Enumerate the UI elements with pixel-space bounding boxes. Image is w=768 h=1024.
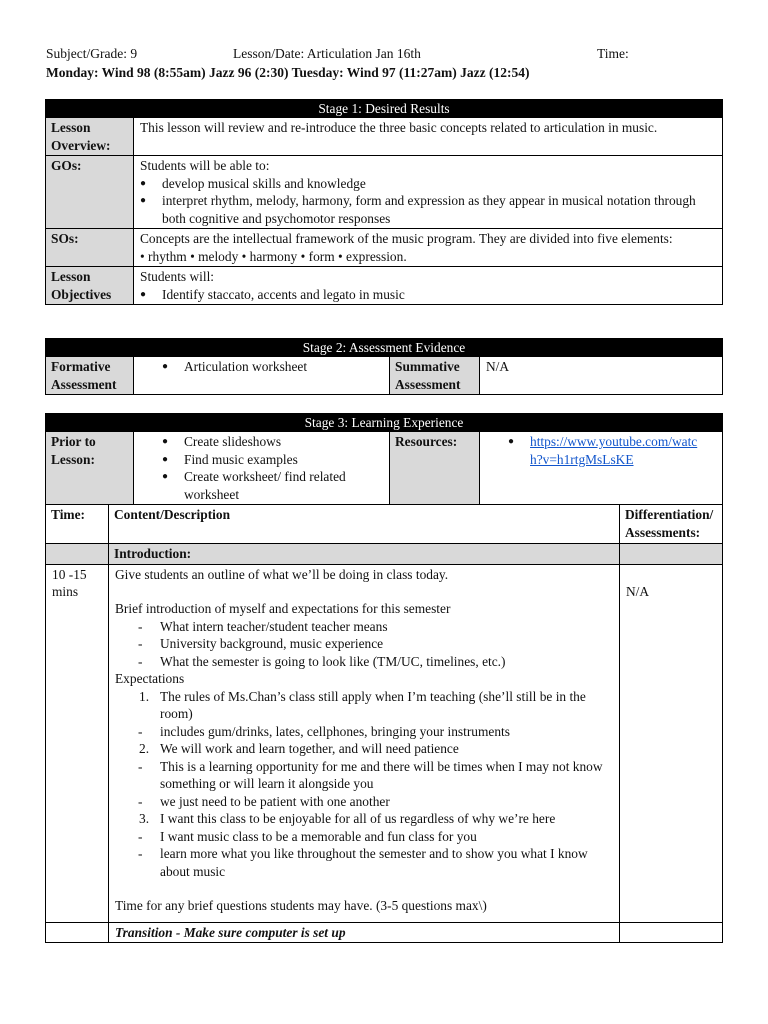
list-item: ● develop musical skills and knowledge (140, 175, 716, 193)
summative-value: N/A (480, 357, 723, 395)
sos-elements: • rhythm • melody • harmony • form • expression. (140, 248, 407, 264)
sos-text: Concepts are the intellectual framework of the music program. They are divided into five elements: (140, 231, 673, 246)
subject-grade: Subject/Grade: 9 (46, 46, 138, 61)
schedule-line: Monday: Wind 98 (8:55am) Jazz 96 (2:30) Tuesday: Wind 97 (11:27am) Jazz (12:54) (46, 65, 530, 80)
stage1-table (45, 99, 723, 305)
list-item: - I want music class to be a memorable and fun class for you (115, 828, 613, 846)
list-item: 2. We will work and learn together, and will need patience (139, 741, 459, 756)
stage3-title: Stage 3: Learning Experience (46, 414, 723, 432)
list-item: - University background, music experience (115, 635, 613, 653)
lesson-overview-text: This lesson will review and re-introduce the three basic concepts related to articulation in music. (134, 118, 723, 156)
stage3-table (45, 413, 723, 943)
prior-to-lesson-content (134, 432, 390, 505)
intro-time: 10 -15 mins (46, 564, 109, 922)
sos-content (134, 229, 723, 267)
list-item: ● Create slideshows (162, 433, 383, 451)
brief-intro-text: Brief introduction of myself and expectations for this semester (115, 601, 451, 616)
transition-diff-cell (620, 922, 723, 943)
intro-content (109, 564, 620, 922)
lesson-overview-label: Lesson Overview: (46, 118, 134, 156)
differentiation-column-header: Differentiation/ Assessments: (620, 505, 723, 544)
stage1-title: Stage 1: Desired Results (46, 100, 723, 118)
formative-content (134, 357, 390, 395)
transition-text: Transition - Make sure computer is set up (109, 922, 620, 943)
intro-time-cell (46, 544, 109, 565)
list-item: ● Create worksheet/ find related worksheet (162, 468, 383, 503)
questions-text: Time for any brief questions students may have. (3-5 questions max\) (115, 898, 487, 913)
content-column-header: Content/Description (109, 505, 620, 544)
objectives-intro: Students will: (140, 269, 215, 284)
list-item: 3. I want this class to be enjoyable for all of us regardless of why we’re here (139, 811, 556, 826)
lesson-date: Lesson/Date: Articulation Jan 16th (233, 46, 421, 61)
outline-text: Give students an outline of what we’ll be doing in class today. (115, 566, 449, 582)
list-item: ● Identify staccato, accents and legato in music (140, 286, 716, 304)
list-item: ● interpret rhythm, melody, harmony, form and expression as they appear in musical notation through both cognitive and psychomotor responses (140, 192, 716, 227)
list-item: - This is a learning opportunity for me and there will be times when I may not know something or will learn it alongside you (115, 758, 613, 793)
lesson-objectives-label: Lesson Objectives (46, 267, 134, 305)
expectations-heading: Expectations (115, 671, 185, 686)
lesson-objectives-content (134, 267, 723, 305)
formative-label: Formative Assessment (46, 357, 134, 395)
list-item: - What intern teacher/student teacher means (115, 618, 613, 636)
time-label: Time: (597, 46, 629, 61)
time-column-header: Time: (46, 505, 109, 544)
list-item: 1. The rules of Ms.Chan’s class still apply when I’m teaching (she’ll still be in the room) (139, 688, 586, 721)
list-item: - includes gum/drinks, lates, cellphones, bringing your instruments (115, 723, 613, 741)
prior-to-lesson-label: Prior to Lesson: (46, 432, 134, 505)
gos-intro: Students will be able to: (140, 158, 270, 173)
list-item: - What the semester is going to look like (TM/UC, timelines, etc.) (115, 653, 613, 671)
intro-diff (620, 564, 723, 922)
gos-content (134, 156, 723, 229)
intro-diff-cell (620, 544, 723, 565)
stage2-title: Stage 2: Assessment Evidence (46, 339, 723, 357)
introduction-heading: Introduction: (109, 544, 620, 565)
gos-label: GOs: (46, 156, 134, 229)
stage2-table (45, 338, 723, 395)
intro-diff-value: N/A (626, 583, 650, 599)
youtube-link[interactable]: https://www.youtube.com/watc h?v=h1rtgMsLsKE (530, 434, 698, 467)
list-item: - learn more what you like throughout the semester and to show you what I know about music (115, 845, 613, 880)
list-item: ● Articulation worksheet (162, 358, 383, 376)
sos-label: SOs: (46, 229, 134, 267)
resources-label: Resources: (390, 432, 480, 505)
list-item (508, 433, 716, 468)
summative-label: Summative Assessment (390, 357, 480, 395)
transition-time-cell (46, 922, 109, 943)
resources-content (480, 432, 723, 505)
list-item: - we just need to be patient with one another (115, 793, 613, 811)
list-item: ● Find music examples (162, 451, 383, 469)
